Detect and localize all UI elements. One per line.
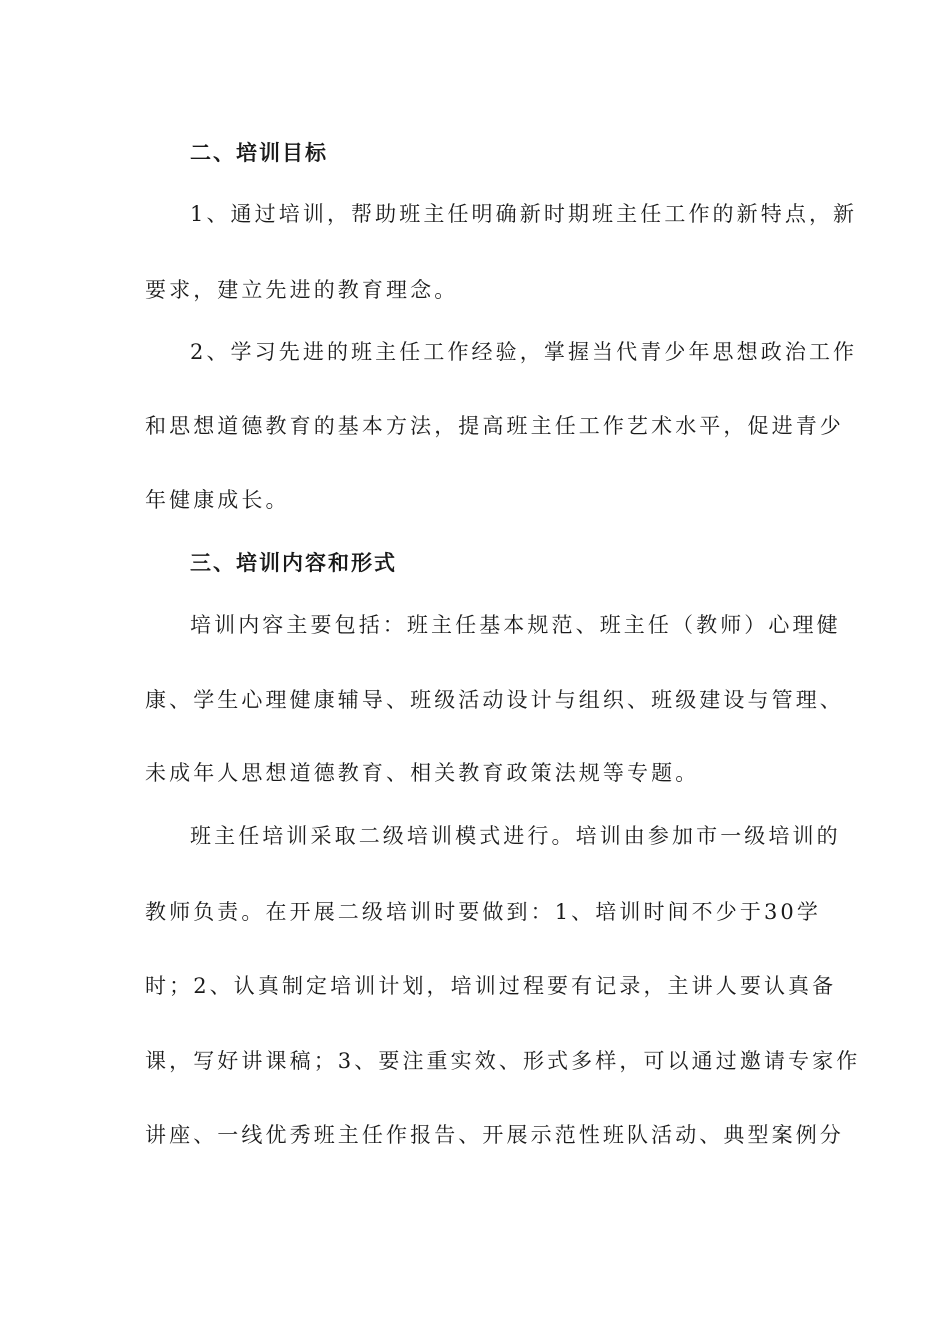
paragraph-line: 和思想道德教育的基本方法，提高班主任工作艺术水平，促进青少	[145, 414, 844, 438]
paragraph-line: 1、通过培训，帮助班主任明确新时期班主任工作的新特点，新	[190, 202, 858, 226]
paragraph-line: 课，写好讲课稿；3、要注重实效、形式多样，可以通过邀请专家作	[145, 1049, 861, 1073]
paragraph-line: 未成年人思想道德教育、相关教育政策法规等专题。	[145, 761, 700, 785]
paragraph-line: 要求，建立先进的教育理念。	[145, 278, 459, 302]
paragraph-line: 康、学生心理健康辅导、班级活动设计与组织、班级建设与管理、	[145, 688, 844, 712]
paragraph-line: 时；2、认真制定培训计划，培训过程要有记录，主讲人要认真备	[145, 974, 837, 998]
section-heading-goals: 二、培训目标	[190, 141, 328, 165]
paragraph-line: 教师负责。在开展二级培训时要做到：1、培训时间不少于30学	[145, 900, 821, 924]
paragraph-line: 2、学习先进的班主任工作经验，掌握当代青少年思想政治工作	[190, 340, 858, 364]
paragraph-line: 班主任培训采取二级培训模式进行。培训由参加市一级培训的	[190, 824, 841, 848]
paragraph-line: 讲座、一线优秀班主任作报告、开展示范性班队活动、典型案例分	[145, 1123, 844, 1147]
section-heading-content-form: 三、培训内容和形式	[190, 551, 397, 575]
paragraph-line: 培训内容主要包括：班主任基本规范、班主任（教师）心理健	[190, 613, 841, 637]
paragraph-line: 年健康成长。	[145, 488, 290, 512]
